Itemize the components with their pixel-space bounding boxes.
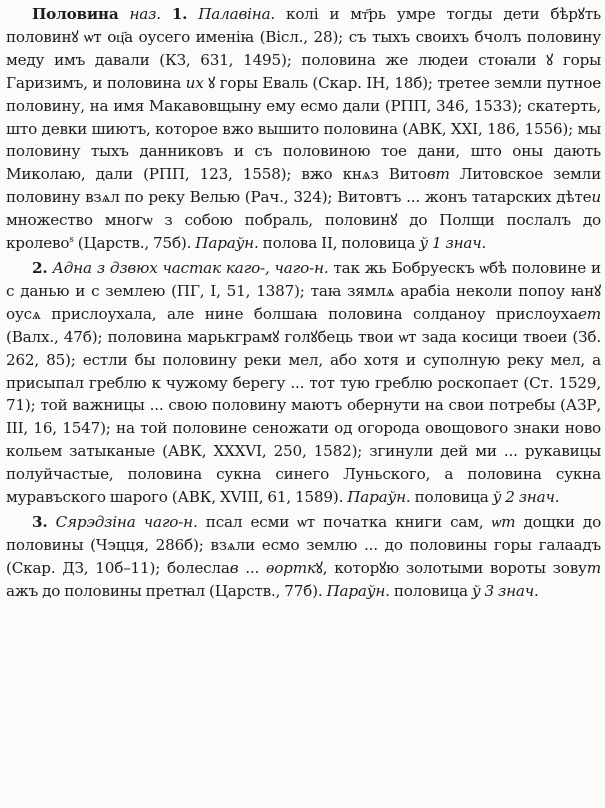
sense-2-emphasis: ет [578, 304, 601, 323]
sense-3-number: 3. [32, 512, 48, 531]
sense-1-text: множество многѡ з собою побраль, половинꙋ до Полщи послалъ до кролево [6, 211, 601, 253]
cross-reference-label: Параўн. [195, 234, 259, 253]
sense-1-text: ꙋ горы Еваль (Скар. ІН, 18б); третее земли путное половину, на имя Макавовщыну ему есмо дали (РПП, 346, 1533); скатерть, што девки шиютъ, которое вжо вышито половина (АВК, XXI, 186, 1556); мы половину тыхъ данниковъ и съ половиною тое дани, што оны дають Миколаю, дали (РПП, 123, 1558); вжо кнѧз Вито [6, 73, 602, 184]
sense-3-text: псал есми ѡт початка книги сам, [205, 512, 484, 531]
sense-3 [6, 511, 601, 603]
sense-1-emphasis: их [185, 73, 204, 92]
headword: Половина [32, 5, 119, 23]
part-of-speech: наз. [129, 5, 161, 23]
sense-3-emphasis: в ... ѳортк [229, 558, 316, 577]
sense-3-emphasis: ѡт [491, 512, 516, 531]
sense-2-gloss: Адна з дзвюх частак каго-, чаго-н. [52, 258, 329, 277]
dictionary-entry [6, 3, 601, 603]
sense-1-gloss: Палавіна. [198, 5, 276, 23]
footnote-marker: s [69, 235, 74, 245]
sense-3-text: дощки до половины (Чэцця, 286б); взѧли есмо землю ... до половины горы галаадъ (Скар. ДЗ, 10б–11); болесла [6, 512, 602, 577]
sense-1-text: (Царств., 75б). [77, 234, 192, 253]
cross-reference-sense: ў 2 знач. [492, 488, 560, 507]
sense-1 [6, 3, 601, 255]
sense-1-text: Литовское земли половину взѧл по реку Велью (Рач., 324); Витовтъ ... жонъ татарских дѣте [6, 165, 601, 207]
sense-3-text: ажъ до половины претꙗл (Царств., 77б). [6, 581, 323, 600]
sense-1-emphasis: и [591, 188, 601, 207]
sense-2-text: так жь Бобруескъ ѡбѣ половине и с данью и с землею (ПГ, І, 51, 1387); таꙗ зямлѧ арабіа неколи попоу ꙗнꙋ оусѧ прислоухала, але нине болшаꙗ половина солданоу прислоуха [6, 258, 601, 323]
sense-2-text: (Валх., 47б); половина марькграмꙋ голꙋбець твои ѡт зада косици твоеи (Зб. 262, 85); естли бы половину реки мел, або хотя и суполную реку мел, а присыпал греблю к чужому берегу ... тот тую греблю роскопает (Ст. 1529, 71); той важницы ... свою половину маютъ обернути на свои потребы (АЗР, III, 16, 1547); на той половине сеножати од огорода овощового знаки ново кольем затыканые (АВК, XXXVI, 250, 1582); згинули дей ми ... рукавицы полуйчастые, половина сукна синего Луньского, а половина сукна муравъского шарого (АВК, XVIII, 61, 1589). [6, 327, 601, 507]
cross-reference-text: половица [393, 581, 468, 600]
sense-3-gloss: Сярэдзіна чаго-н. [55, 512, 198, 531]
sense-3-text: ꙋ, которꙋю золотыми вороты зову [315, 558, 587, 577]
sense-1-emphasis: вт [426, 165, 450, 184]
sense-2 [6, 257, 601, 509]
cross-reference-label: Параўн. [326, 581, 390, 600]
cross-reference-label: Параўн. [347, 488, 411, 507]
sense-2-number: 2. [32, 258, 48, 277]
sense-1-number: 1. [171, 5, 188, 23]
cross-reference-text: полова II, половица [262, 234, 416, 253]
cross-reference-text: половица [414, 488, 489, 507]
cross-reference-sense: ў 1 знач. [419, 234, 487, 253]
sense-1-text: колі и мт҃рь умре тогды дети бѣрꙋть половинꙋ ѡт оц҃а оусего именiꙗ (Вісл., 28); съ тыхъ своихъ бчолъ половину меду имъ давали (КЗ, 631, 1495); половина же людеи стоꙗли ꙋ горы Гаризимъ, и половина [6, 5, 602, 92]
cross-reference-sense: ў 3 знач. [471, 581, 539, 600]
sense-3-emphasis: т [586, 558, 601, 577]
